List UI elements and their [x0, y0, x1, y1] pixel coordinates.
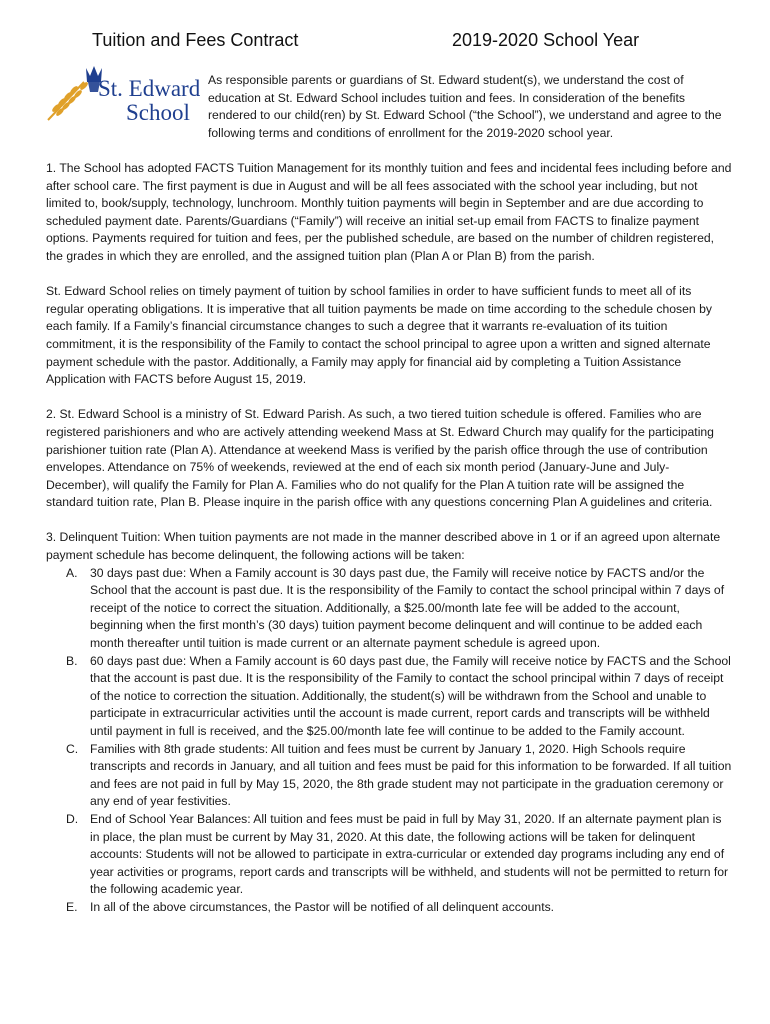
delinquency-list [46, 565, 732, 917]
list-item-text: 30 days past due: When a Family account is 30 days past due, the Family will receive notice by FACTS and/or the School that the account is past due. It is the responsibility of the Family to contact the school principal within 7 days of receipt of the notice to correct the situation. Additionally, a $25.00/month late fee will be added to the account, beginning when the first month’s (30 days) tuition payment become delinquent and will continue to be added each month thereafter until tuition is made current or an alternate payment schedule is agreed upon. [90, 565, 725, 651]
list-marker: D. [66, 811, 79, 826]
paragraph-4: 3. Delinquent Tuition: When tuition payments are not made in the manner described above in 1 or if an agreed upon alternate payment schedule has become delinquent, the following actions will be taken: [46, 530, 721, 563]
wheat-icon [48, 81, 89, 120]
contract-body [46, 160, 732, 917]
list-marker: A. [66, 565, 78, 580]
list-item-text: 60 days past due: When a Family account is 60 days past due, the Family will receive notice by FACTS and the School that the account is past due. It is the responsibility of the Family to contact the school principal within 7 days of receipt of the notice to correction the situation. Additionally, the student(s) will be withdrawn from the School and unable to participate in extracurricular activities until the account is made current, report cards and transcripts will be withheld until payment in full is received, and the $25.00/month late fee will continue to be added to the Family account. [90, 653, 731, 738]
list-item [46, 653, 732, 741]
list-marker: C. [66, 741, 79, 756]
paragraph-2: St. Edward School relies on timely payment of tuition by school families in order to have sufficient funds to meet all of its regular operating obligations. It is imperative that all tuition payments be made on time according to the schedule chosen by each family. If a Family’s financial circumstance changes to such a degree that it warrants re-evaluation of its tuition commitment, it is the responsibility of the Family to contact the school principal to agree upon a written and signed alternate payment schedule with the pastor. Additionally, a Family may apply for financial aid by completing a Tuition Assistance Application with FACTS before August 15, 2019. [46, 284, 712, 387]
paragraph-1: 1. The School has adopted FACTS Tuition Management for its monthly tuition and fees and incidental fees including before and after school care. The first payment is due in August and will be all fees associated with the school year including, but not limited to, book/supply, technology, lunchroom. Monthly tuition payments will begin in September and are due according to scheduled payment date. Parents/Guardians (“Family”) will receive an initial set-up email from FACTS to finalize payment options. Payments required for tuition and fees, per the published schedule, are based on the number of children registered, the grades in which they are enrolled, and the assigned tuition plan (Plan A or Plan B) from the parish. [46, 161, 732, 263]
list-item-text: In all of the above circumstances, the Pastor will be notified of all delinquent accounts. [90, 899, 555, 914]
paragraph-3: 2. St. Edward School is a ministry of St. Edward Parish. As such, a two tiered tuition schedule is offered. Families who are registered parishioners and who are actively attending weekend Mass at St. Edward Church may qualify for the participating parishioner tuition rate (Plan A). Attendance at weekend Mass is verified by the parish office through the use of contribution envelopes. Attendance on 75% of weekends, reviewed at the end of each six month period (January-June and July-December), will qualify the Family for Plan A. Families who do not qualify for the Plan A tuition rate will be assigned the standard tuition rate, Plan B. Please inquire in the parish office with any questions concerning Plan A guidelines and criteria. [46, 407, 714, 510]
list-item [46, 811, 732, 899]
list-item [46, 899, 732, 917]
list-item [46, 565, 732, 653]
logo-line1: St. Edward [98, 76, 201, 101]
list-item-text: End of School Year Balances: All tuition and fees must be paid in full by May 31, 2020. If an alternate payment plan is in place, the plan must be current by May 31, 2020. At this date, the following actions will be taken for delinquent accounts: Students will not be allowed to participate in extra-curricular or extended day programs including any end of year activities or programs, report cards and transcripts will be withheld, and students will not be permitted to return for the following academic year. [90, 811, 729, 897]
document-title: Tuition and Fees Contract [92, 30, 299, 50]
list-item-text: Families with 8th grade students: All tuition and fees must be current by January 1, 2020. High Schools require transcripts and records in January, and all tuition and fees must be paid for this information to be forwarded. If all tuition and fees are not paid in full by May 15, 2020, the 8th grade student may not participate in the graduation ceremony or any end of year festivities. [90, 741, 732, 809]
list-marker: B. [66, 653, 78, 668]
school-logo [44, 62, 204, 126]
logo-line2: School [126, 100, 190, 125]
school-year: 2019-2020 School Year [452, 30, 640, 50]
list-marker: E. [66, 899, 78, 914]
list-item [46, 741, 732, 811]
intro-paragraph: As responsible parents or guardians of St. Edward student(s), we understand the cost of education at St. Edward School includes tuition and fees. In consideration of the benefits rendered to our child(ren) by St. Edward School (“the School”), we understand and agree to the following terms and conditions of enrollment for the 2019-2020 school year. [208, 73, 722, 140]
